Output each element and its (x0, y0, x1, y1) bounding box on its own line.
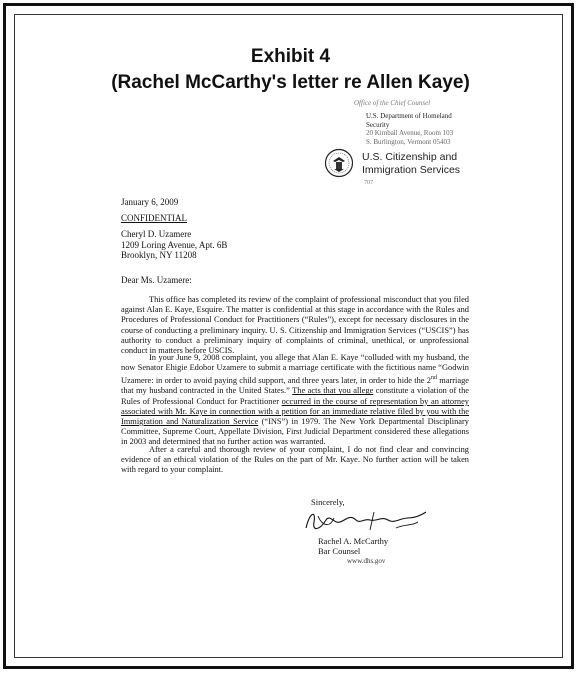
agency-line: Immigration Services (362, 164, 461, 176)
para2-text: marriage that my husband contracted in the United States.” (121, 376, 469, 396)
recipient-line: Brooklyn, NY 11208 (121, 250, 197, 260)
signature-icon (300, 506, 430, 536)
letterhead-address (366, 112, 453, 146)
salutation: Dear Ms. Uzamere: (121, 275, 192, 285)
address-line: 20 Kimball Avenue, Room 103 (366, 129, 454, 137)
reference-number: 707 (364, 180, 373, 186)
dhs-seal-icon (324, 148, 354, 178)
underlined-text: The acts that you allege (292, 386, 374, 396)
recipient-line: Cheryl D. Uzamere (121, 229, 192, 239)
letter-date: January 6, 2009 (121, 197, 179, 207)
agency-line: U.S. Citizenship and (362, 151, 458, 163)
address-line: S. Burlington, Vermont 05403 (366, 137, 451, 146)
agency-name (362, 151, 460, 177)
confidential-label: CONFIDENTIAL (121, 213, 187, 223)
address-line: Security (366, 120, 390, 129)
website: www.dhs.gov (347, 557, 386, 565)
para2-text: constitute a violation of the Rules of Professional Conduct for Practitioner (121, 386, 470, 406)
para2-text: In your June 9, 2008 complaint, you allege that Alan E. Kaye “colluded with my husband, the now Senator Ehigie Edobor Uzamere to submit a marriage certificate with the fictitious name “Godwin Uzamere: in order to avoid paying child support, and three years later, in order to hide the 2 (121, 353, 469, 386)
exhibit-subtitle: (Rachel McCarthy's letter re Allen Kaye) (111, 72, 470, 93)
address-line: U.S. Department of Homeland (366, 112, 452, 120)
paragraph-2 (121, 353, 469, 448)
office-name: Office of the Chief Counsel (354, 99, 431, 107)
signer-title: Bar Counsel (318, 546, 361, 556)
para2-superscript: nd (430, 375, 437, 382)
para2-text: (“INS”) in 1979. The New York Departmental Disciplinary Committee, Supreme Court, Appellate Division, First Judicial Department considered these allegations in 2003 and determined that no further action was warranted. (121, 417, 469, 447)
paragraph-3: After a careful and thorough review of your complaint, I do not find clear and convincing evidence of an ethical violation of the Rules on the part of Mr. Kaye. No further action will be taken with regard to your complaint. (121, 445, 469, 475)
signer-name: Rachel A. McCarthy (318, 536, 389, 546)
paragraph-1: This office has completed its review of the complaint of professional misconduct that you filed against Alan E. Kaye, Esquire. The matter is confidential at this stage in accordance with the Rules and Procedures of Professional Conduct for Practitioners (“Rules”), except for necessary disclosures in the course of conducting a preliminary inquiry. U. S. Citizenship and Immigration Services (“USCIS”) has authority to conduct a preliminary inquiry of complaints of criminal, unethical, or unprofessional conduct in matters before USCIS. (121, 295, 469, 356)
recipient-address (121, 229, 227, 261)
recipient-line: 1209 Loring Avenue, Apt. 6B (121, 239, 228, 250)
signer-block (318, 536, 388, 556)
underlined-text: occurred in the course of representation by an attorney associated with Mr. Kaye in connection with a petition for an immediate relative filed by you with the Immigration and Naturalization Service (121, 396, 469, 427)
exhibit-title: Exhibit 4 (250, 46, 331, 67)
closing: Sincerely, (311, 497, 345, 507)
